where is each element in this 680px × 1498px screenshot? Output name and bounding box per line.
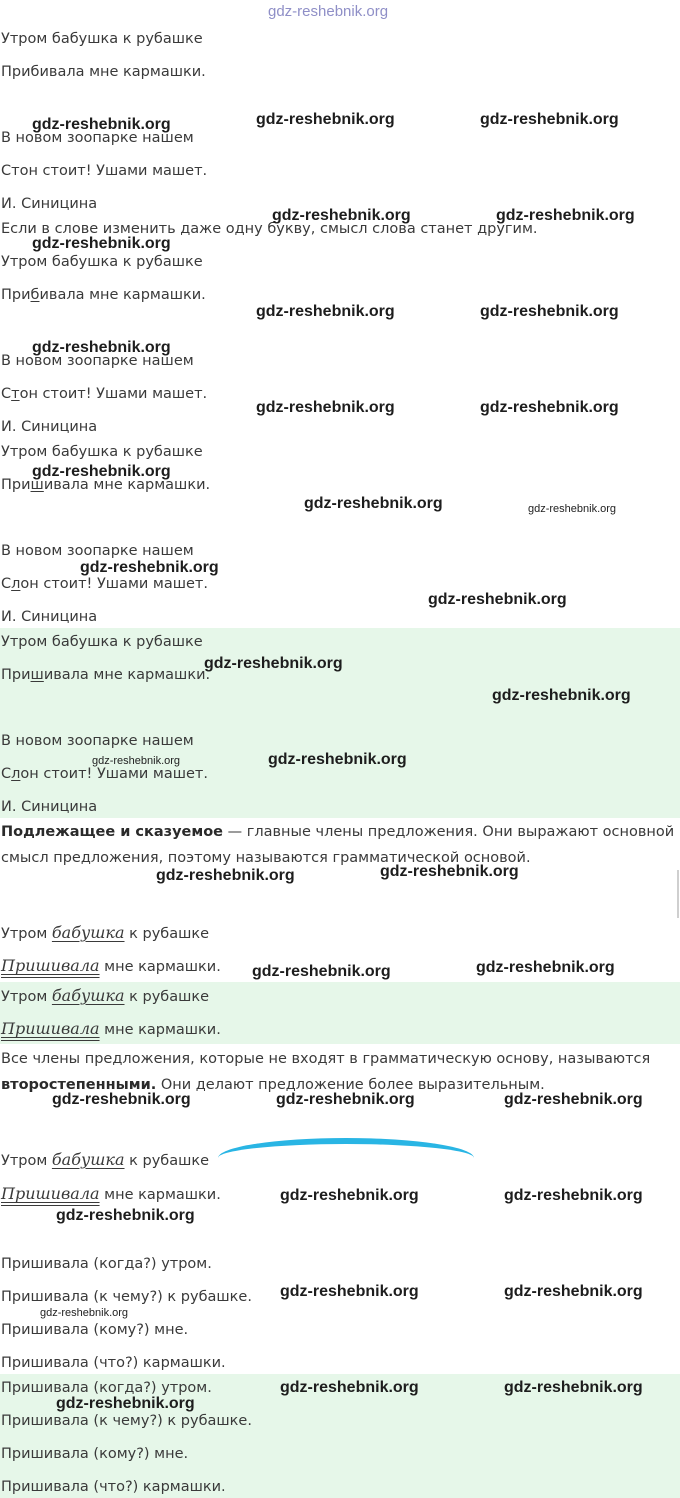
poem2-line-1: Утром бабушка к рубашке	[1, 254, 203, 270]
watermark: gdz-reshebnik.org	[480, 111, 619, 128]
watermark: gdz-reshebnik.org	[276, 1091, 415, 1108]
answer-line-1: Утром бабушка к рубашке	[1, 634, 203, 650]
watermark: gdz-reshebnik.org	[504, 1187, 643, 1204]
question-1: Пришивала (когда?) утром.	[1, 1256, 212, 1272]
watermark: gdz-reshebnik.org	[204, 655, 343, 672]
watermark: gdz-reshebnik.org	[280, 1283, 419, 1300]
sentence2-line-1: Утром бабушка к рубашке	[1, 986, 210, 1005]
poem3-line-3: В новом зоопарке нашем	[1, 543, 194, 559]
watermark: gdz-reshebnik.org	[380, 863, 519, 880]
answer-line-4: Слон стоит! Ушами машет.	[1, 766, 208, 782]
watermark: gdz-reshebnik.org	[480, 303, 619, 320]
watermark: gdz-reshebnik.org	[52, 1091, 191, 1108]
secondary-line-2: второстепенными. Они делают предложение более выразительным.	[1, 1077, 545, 1093]
watermark: gdz-reshebnik.org	[92, 755, 181, 767]
poem2-line-4: Стон стоит! Ушами машет.	[1, 386, 208, 402]
answer-question-4: Пришивала (что?) кармашки.	[1, 1479, 226, 1495]
blue-arc-decoration	[218, 1138, 474, 1158]
poem3-author: И. Синицина	[1, 609, 98, 625]
sentence-line-2: Пришивала мне кармашки.	[1, 956, 221, 975]
answer-author: И. Синицина	[1, 799, 98, 815]
watermark: gdz-reshebnik.org	[32, 339, 171, 356]
answer-question-2: Пришивала (к чему?) к рубашке.	[1, 1413, 252, 1429]
predicate-word: Пришивала	[1, 956, 100, 975]
watermark: gdz-reshebnik.org	[268, 751, 407, 768]
answer-line-3: В новом зоопарке нашем	[1, 733, 194, 749]
watermark: gdz-reshebnik.org	[504, 1283, 643, 1300]
watermark: gdz-reshebnik.org	[504, 1379, 643, 1396]
watermark: gdz-reshebnik.org	[528, 503, 617, 515]
definition-line-1: Подлежащее и сказуемое — главные члены предложения. Они выражают основной	[1, 824, 675, 840]
question-3: Пришивала (кому?) мне.	[1, 1322, 189, 1338]
poem3-line-4: Слон стоит! Ушами машет.	[1, 576, 208, 592]
watermark: gdz-reshebnik.org	[256, 303, 395, 320]
sentence3-line-1: Утром бабушка к рубашке	[1, 1150, 210, 1169]
watermark: gdz-reshebnik.org	[272, 207, 411, 224]
watermark: gdz-reshebnik.org	[256, 111, 395, 128]
secondary-line-1: Все члены предложения, которые не входят в грамматическую основу, называются	[1, 1051, 651, 1067]
watermark: gdz-reshebnik.org	[80, 559, 219, 576]
answer-line-2: Пришивала мне кармашки.	[1, 667, 211, 683]
question-4: Пришивала (что?) кармашки.	[1, 1355, 226, 1371]
watermark: gdz-reshebnik.org	[280, 1187, 419, 1204]
definition-line-2: смысл предложения, поэтому называются грамматической основой.	[1, 850, 531, 866]
watermark: gdz-reshebnik.org	[492, 687, 631, 704]
poem-line-4: Стон стоит! Ушами машет.	[1, 163, 208, 179]
watermark: gdz-reshebnik.org	[56, 1207, 195, 1224]
watermark: gdz-reshebnik.org	[32, 235, 171, 252]
question-2: Пришивала (к чему?) к рубашке.	[1, 1289, 252, 1305]
watermark: gdz-reshebnik.org	[428, 591, 567, 608]
watermark: gdz-reshebnik.org	[480, 399, 619, 416]
watermark: gdz-reshebnik.org	[268, 3, 389, 20]
watermark: gdz-reshebnik.org	[32, 116, 171, 133]
rule-text: Если в слове изменить даже одну букву, смысл слова станет другим.	[1, 221, 538, 237]
watermark: gdz-reshebnik.org	[252, 963, 391, 980]
watermark: gdz-reshebnik.org	[40, 1307, 129, 1319]
poem-line-3: В новом зоопарке нашем	[1, 130, 194, 146]
poem2-line-3: В новом зоопарке нашем	[1, 353, 194, 369]
watermark: gdz-reshebnik.org	[156, 867, 295, 884]
answer-question-1: Пришивала (когда?) утром.	[1, 1380, 212, 1396]
watermark: gdz-reshebnik.org	[256, 399, 395, 416]
poem3-line-1: Утром бабушка к рубашке	[1, 444, 203, 460]
watermark: gdz-reshebnik.org	[56, 1395, 195, 1412]
watermark: gdz-reshebnik.org	[504, 1091, 643, 1108]
watermark: gdz-reshebnik.org	[304, 495, 443, 512]
poem-author: И. Синицина	[1, 196, 98, 212]
watermark: gdz-reshebnik.org	[280, 1379, 419, 1396]
poem3-line-2: Пришивала мне кармашки.	[1, 477, 211, 493]
scroll-edge	[677, 870, 679, 918]
poem-line-1: Утром бабушка к рубашке	[1, 31, 203, 47]
sentence-line-1: Утром бабушка к рубашке	[1, 923, 210, 942]
watermark: gdz-reshebnik.org	[476, 959, 615, 976]
subject-word: бабушка	[51, 923, 125, 942]
answer-question-3: Пришивала (кому?) мне.	[1, 1446, 189, 1462]
watermark: gdz-reshebnik.org	[32, 463, 171, 480]
poem2-line-2: Прибивала мне кармашки.	[1, 287, 206, 303]
watermark: gdz-reshebnik.org	[496, 207, 635, 224]
poem-line-2: Прибивала мне кармашки.	[1, 64, 206, 80]
poem2-author: И. Синицина	[1, 419, 98, 435]
sentence3-line-2: Пришивала мне кармашки.	[1, 1184, 221, 1203]
sentence2-line-2: Пришивала мне кармашки.	[1, 1019, 221, 1038]
